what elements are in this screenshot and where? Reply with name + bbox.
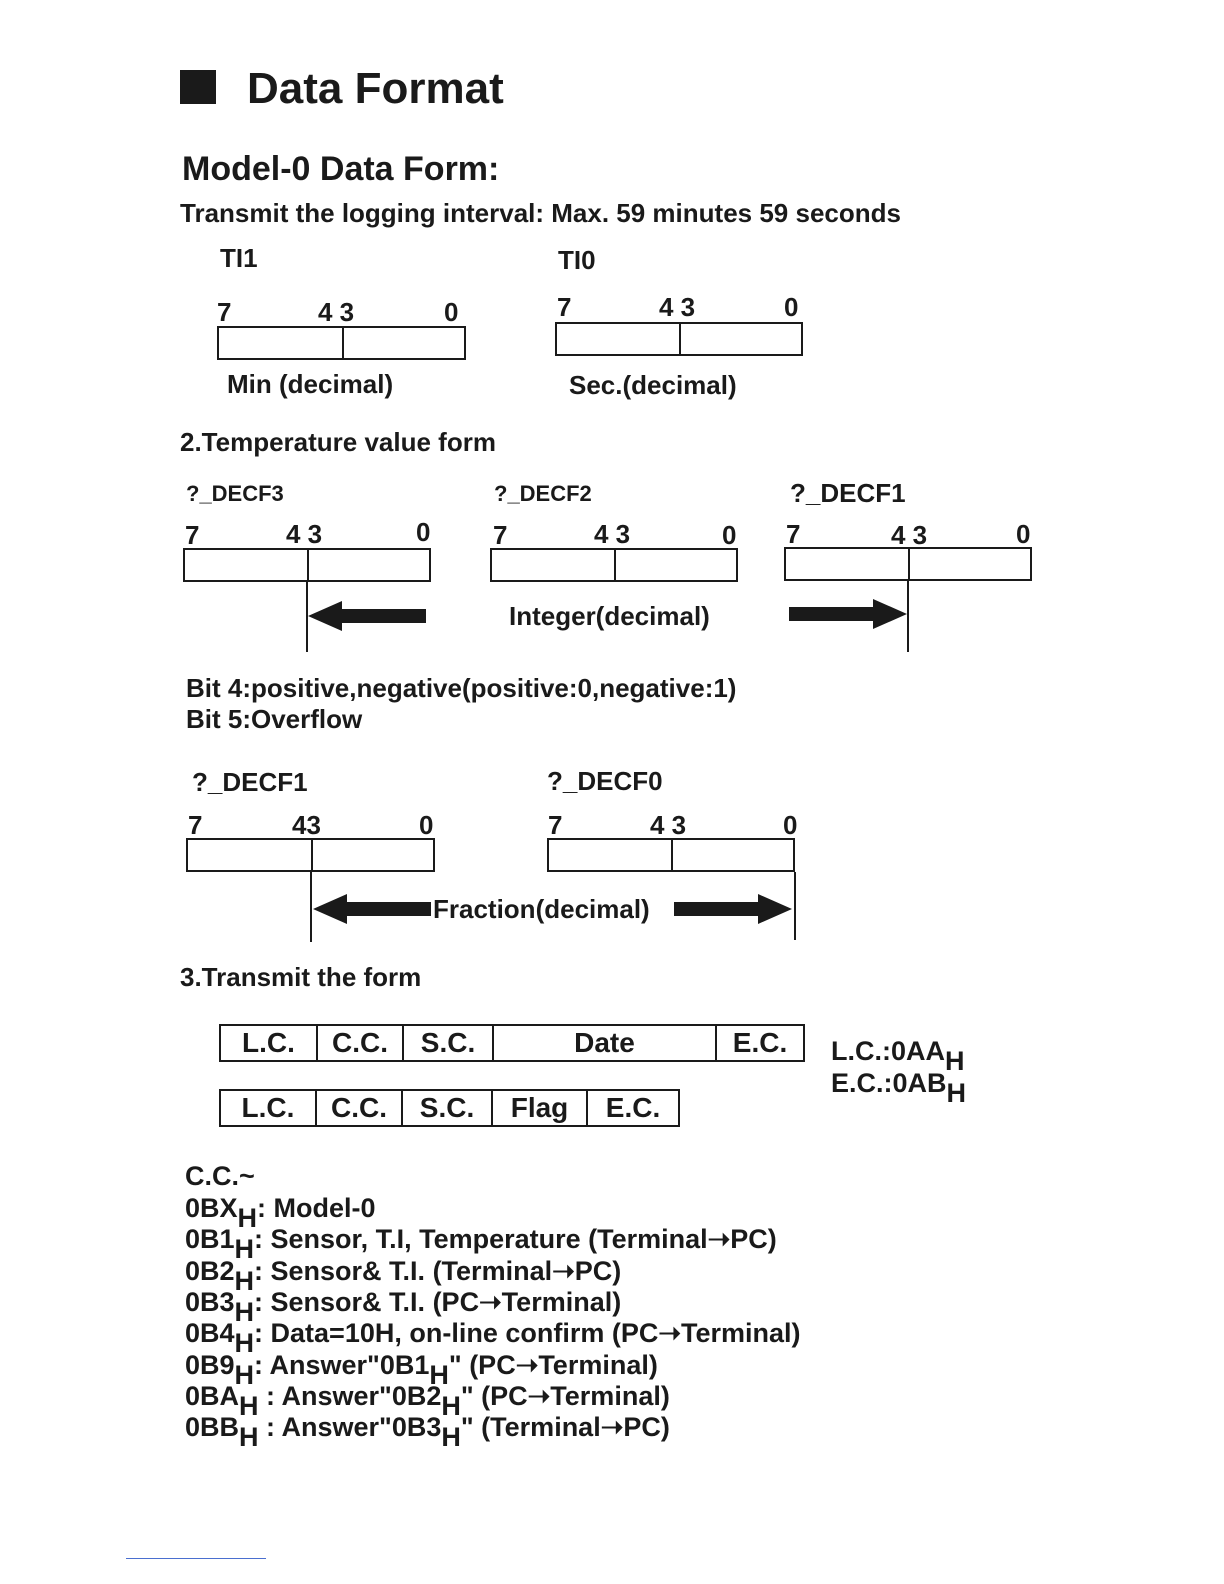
arrow-left-icon bbox=[313, 893, 431, 925]
bit-7: 7 bbox=[557, 292, 572, 322]
bit-0: 0 bbox=[416, 517, 431, 547]
fraction-right-boundary bbox=[794, 872, 796, 940]
hex-suffix: H bbox=[234, 1266, 255, 1296]
bit-7: 7 bbox=[548, 810, 563, 840]
bit-0: 0 bbox=[444, 297, 459, 327]
hex-suffix: H bbox=[239, 1422, 259, 1452]
bit-7: 7 bbox=[493, 520, 508, 550]
transmit-frame-date bbox=[219, 1024, 805, 1062]
decf2-byte-box bbox=[490, 548, 738, 582]
cc-text-tail: " (Terminal➝PC) bbox=[460, 1412, 670, 1442]
ti0-byte-box bbox=[555, 322, 803, 356]
lc-cell: L.C. bbox=[221, 1091, 317, 1125]
cc-text: : Answer"0B2 bbox=[258, 1381, 442, 1411]
sc-cell: S.C. bbox=[403, 1091, 493, 1125]
cc-line bbox=[185, 1381, 670, 1421]
lc-cell: L.C. bbox=[221, 1026, 318, 1060]
interval-text: Transmit the logging interval: Max. 59 minutes 59 seconds bbox=[180, 198, 901, 228]
transmit-frame-flag bbox=[219, 1089, 680, 1127]
hex-suffix: H bbox=[441, 1422, 461, 1452]
hex-suffix: H bbox=[234, 1360, 255, 1390]
cc-code: 0B3 bbox=[185, 1287, 235, 1317]
cc-text: : Sensor& T.I. (PC➝Terminal) bbox=[254, 1287, 622, 1317]
hex-suffix: H bbox=[945, 1046, 965, 1076]
hex-suffix: H bbox=[946, 1078, 967, 1108]
lc-note bbox=[831, 1036, 965, 1076]
bit-4-3: 4 3 bbox=[318, 297, 355, 327]
fraction-label: Fraction(decimal) bbox=[433, 894, 650, 924]
flag-cell: Flag bbox=[493, 1091, 588, 1125]
cc-text: : Model-0 bbox=[257, 1193, 376, 1223]
sc-cell: S.C. bbox=[404, 1026, 494, 1060]
bit-0: 0 bbox=[783, 810, 798, 840]
footer-divider bbox=[126, 1558, 266, 1559]
cc-text: : Sensor, T.I, Temperature (Terminal➝PC) bbox=[254, 1224, 777, 1254]
cc-line bbox=[185, 1193, 376, 1233]
cc-code: 0B4 bbox=[185, 1318, 235, 1348]
cc-heading: C.C.~ bbox=[185, 1161, 255, 1191]
arrow-right-icon bbox=[674, 893, 792, 925]
ti1-byte-box bbox=[217, 326, 466, 360]
cc-code: 0BB bbox=[185, 1412, 240, 1442]
bit-4-3: 4 3 bbox=[891, 520, 928, 550]
bit-0: 0 bbox=[722, 520, 737, 550]
date-cell: Date bbox=[494, 1026, 717, 1060]
bit-7: 7 bbox=[188, 810, 203, 840]
lc-note-text: L.C.:0AA bbox=[831, 1036, 945, 1066]
cc-code: 0BX bbox=[185, 1193, 238, 1223]
ec-note bbox=[831, 1068, 967, 1108]
cc-cell: C.C. bbox=[318, 1026, 404, 1060]
decf1-label: ?_DECF1 bbox=[790, 478, 906, 508]
cc-text: : Answer"0B3 bbox=[258, 1412, 442, 1442]
bit-0: 0 bbox=[784, 292, 799, 322]
cc-line bbox=[185, 1350, 658, 1390]
bit-0: 0 bbox=[1016, 519, 1031, 549]
hex-suffix: H bbox=[237, 1203, 258, 1233]
cc-line bbox=[185, 1224, 777, 1264]
cc-line bbox=[185, 1318, 801, 1358]
bit-4-3: 4 3 bbox=[286, 519, 323, 549]
bit-4-3: 4 3 bbox=[650, 810, 687, 840]
hex-suffix: H bbox=[441, 1391, 461, 1421]
cc-text: : Answer"0B1 bbox=[254, 1350, 430, 1380]
decf0-byte-box bbox=[547, 838, 795, 872]
cc-code: 0B1 bbox=[185, 1224, 235, 1254]
decf0-label: ?_DECF0 bbox=[547, 766, 663, 796]
arrow-left-icon bbox=[308, 600, 428, 632]
cc-text-tail: " (PC➝Terminal) bbox=[460, 1381, 670, 1411]
transmit-heading: 3.Transmit the form bbox=[180, 962, 422, 992]
cc-line bbox=[185, 1412, 670, 1452]
ti0-label: TI0 bbox=[558, 245, 596, 275]
bit-7: 7 bbox=[217, 297, 232, 327]
temperature-heading: 2.Temperature value form bbox=[180, 427, 496, 457]
cc-text-tail: " (PC➝Terminal) bbox=[448, 1350, 658, 1380]
fraction-left-boundary bbox=[310, 872, 312, 942]
decf1-fraction-label: ?_DECF1 bbox=[192, 767, 308, 797]
section-subtitle: Model-0 Data Form: bbox=[182, 150, 500, 188]
cc-text: : Data=10H, on-line confirm (PC➝Terminal) bbox=[254, 1318, 801, 1348]
decf2-label: ?_DECF2 bbox=[494, 481, 592, 506]
bit-4-3: 4 3 bbox=[659, 292, 696, 322]
sec-label: Sec.(decimal) bbox=[569, 370, 737, 400]
hex-suffix: H bbox=[234, 1297, 255, 1327]
cc-line bbox=[185, 1287, 622, 1327]
cc-code: 0B2 bbox=[185, 1256, 235, 1286]
title-marker-icon bbox=[180, 70, 216, 104]
bit4-note: Bit 4:positive,negative(positive:0,negative:1) bbox=[186, 673, 737, 703]
hex-suffix: H bbox=[429, 1360, 449, 1390]
hex-suffix: H bbox=[234, 1234, 255, 1264]
cc-text: : Sensor& T.I. (Terminal➝PC) bbox=[254, 1256, 622, 1286]
bit-0: 0 bbox=[419, 810, 434, 840]
integer-label: Integer(decimal) bbox=[509, 601, 710, 631]
cc-line bbox=[185, 1256, 622, 1296]
cc-cell: C.C. bbox=[317, 1091, 403, 1125]
decf1-byte-box bbox=[784, 547, 1032, 581]
ec-cell: E.C. bbox=[605, 1092, 661, 1123]
hex-suffix: H bbox=[234, 1328, 255, 1358]
bit-7: 7 bbox=[185, 520, 200, 550]
integer-right-boundary bbox=[907, 580, 909, 652]
ti1-label: TI1 bbox=[220, 243, 258, 273]
bit5-note: Bit 5:Overflow bbox=[186, 704, 363, 734]
bit-7: 7 bbox=[786, 519, 801, 549]
bit-4-3: 4 3 bbox=[594, 519, 631, 549]
cc-code: 0BA bbox=[185, 1381, 240, 1411]
page-title: Data Format bbox=[247, 64, 504, 113]
ec-note-text: E.C.:0AB bbox=[831, 1068, 947, 1098]
cc-code: 0B9 bbox=[185, 1350, 235, 1380]
decf3-label: ?_DECF3 bbox=[186, 481, 284, 506]
arrow-right-icon bbox=[789, 598, 907, 630]
decf3-byte-box bbox=[183, 548, 431, 582]
hex-suffix: H bbox=[239, 1391, 259, 1421]
ec-cell: E.C. bbox=[732, 1027, 788, 1058]
min-label: Min (decimal) bbox=[227, 369, 394, 399]
bit-4-3: 43 bbox=[292, 810, 321, 840]
decf1-fraction-byte-box bbox=[186, 838, 435, 872]
